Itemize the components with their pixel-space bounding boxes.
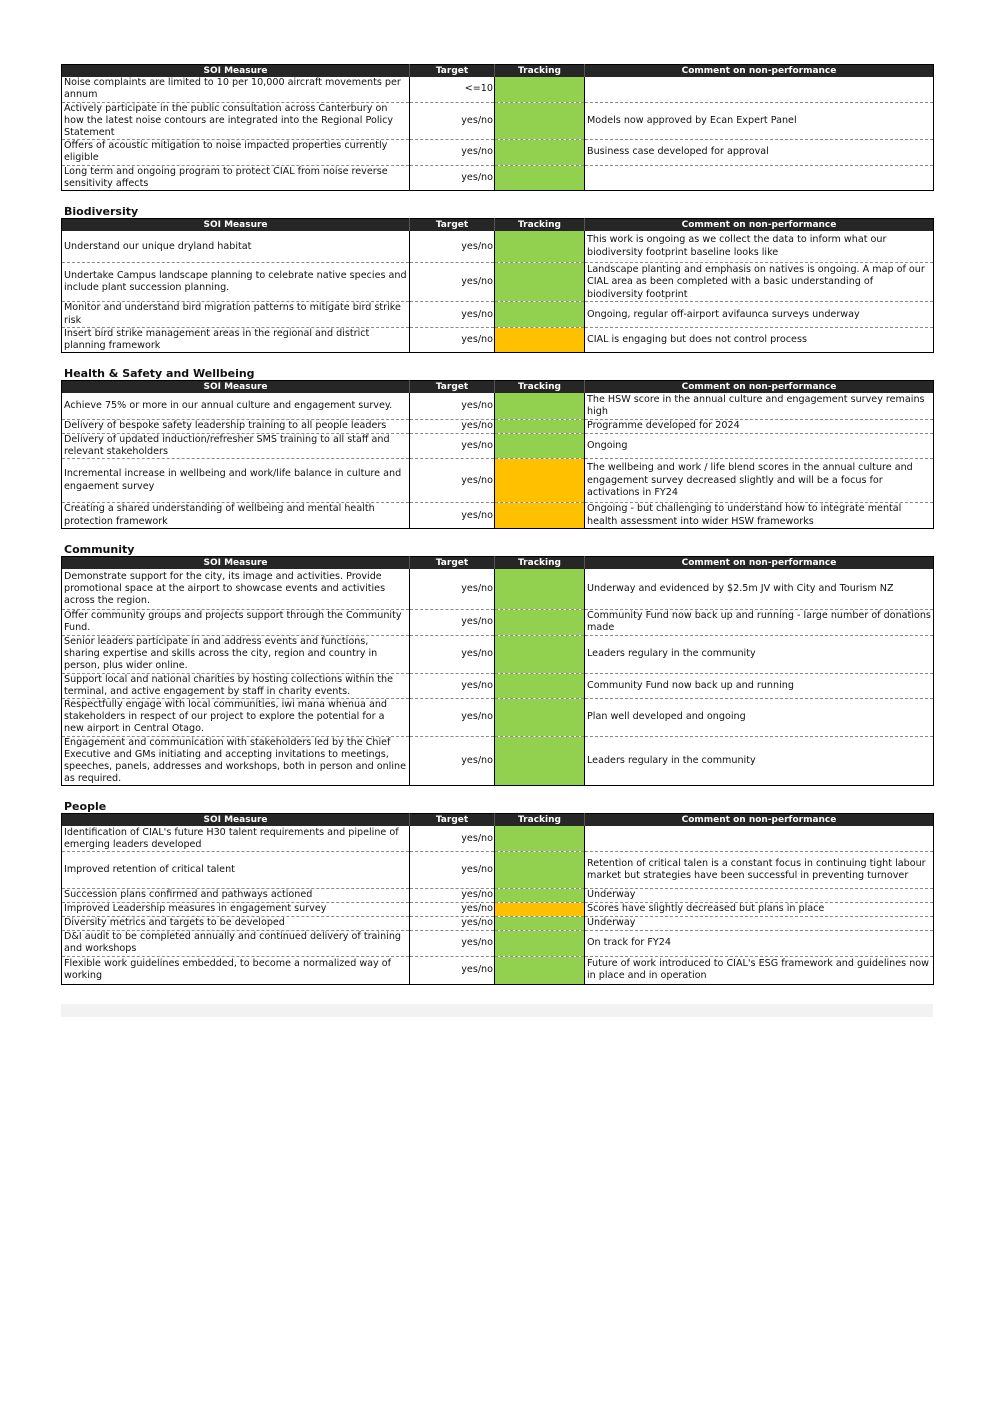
measure-cell: D&I audit to be completed annually and continued delivery of training and workshops	[62, 930, 410, 956]
comment-cell: Underway	[585, 888, 934, 902]
comment-cell: Underway and evidenced by $2.5m JV with City and Tourism NZ	[585, 569, 934, 609]
comment-cell: Community Fund now back up and running - large number of donations made	[585, 609, 934, 635]
header-comment: Comment on non-performance	[585, 557, 934, 570]
header-tracking: Tracking	[495, 218, 585, 231]
target-cell: yes/no	[410, 826, 495, 851]
tracking-status-green	[495, 930, 585, 956]
tracking-status-green	[495, 569, 585, 609]
table-row	[62, 888, 934, 902]
header-tracking: Tracking	[495, 381, 585, 394]
measure-cell: Insert bird strike management areas in the regional and district planning framework	[62, 327, 410, 352]
tracking-status-green	[495, 673, 585, 698]
tracking-status-green	[495, 77, 585, 102]
target-cell: yes/no	[410, 902, 495, 916]
report-page	[61, 64, 933, 985]
target-cell: yes/no	[410, 419, 495, 433]
soi-table-people	[61, 813, 934, 985]
header-soi-measure: SOI Measure	[62, 381, 410, 394]
comment-cell: Ongoing, regular off-airport avifaunca surveys underway	[585, 302, 934, 327]
measure-cell: Identification of CIAL's future H30 talent requirements and pipeline of emerging leaders developed	[62, 826, 410, 851]
target-cell: yes/no	[410, 956, 495, 984]
measure-cell: Incremental increase in wellbeing and work/life balance in culture and engaement survey	[62, 459, 410, 503]
target-cell: yes/no	[410, 609, 495, 635]
target-cell: <=10	[410, 77, 495, 102]
tracking-status-green	[495, 736, 585, 786]
tracking-status-green	[495, 393, 585, 419]
tracking-status-amber	[495, 327, 585, 352]
comment-cell: This work is ongoing as we collect the data to inform what our biodiversity footprint baseline looks like	[585, 231, 934, 263]
table-row	[62, 459, 934, 503]
comment-cell: Business case developed for approval	[585, 140, 934, 165]
tracking-status-green	[495, 231, 585, 263]
soi-table-health-safety	[61, 380, 934, 529]
tracking-status-green	[495, 302, 585, 327]
tracking-status-green	[495, 419, 585, 433]
table-row	[62, 327, 934, 352]
header-target: Target	[410, 218, 495, 231]
measure-cell: Demonstrate support for the city, its image and activities. Provide promotional space at the airport to showcase events and activities across the region.	[62, 569, 410, 609]
footer-bar	[61, 1004, 933, 1017]
header-target: Target	[410, 814, 495, 827]
tracking-status-amber	[495, 459, 585, 503]
target-cell: yes/no	[410, 302, 495, 327]
tracking-status-green	[495, 140, 585, 165]
comment-cell: Models now approved by Ecan Expert Panel	[585, 102, 934, 140]
tracking-status-green	[495, 851, 585, 888]
comment-cell: On track for FY24	[585, 930, 934, 956]
comment-cell: Ongoing	[585, 433, 934, 458]
comment-cell: Community Fund now back up and running	[585, 673, 934, 698]
table-header-row	[62, 218, 934, 231]
target-cell: yes/no	[410, 231, 495, 263]
measure-cell: Offer community groups and projects support through the Community Fund.	[62, 609, 410, 635]
measure-cell: Delivery of bespoke safety leadership training to all people leaders	[62, 419, 410, 433]
target-cell: yes/no	[410, 140, 495, 165]
tracking-status-green	[495, 102, 585, 140]
section-biodiversity	[61, 204, 933, 353]
target-cell: yes/no	[410, 699, 495, 737]
target-cell: yes/no	[410, 736, 495, 786]
table-row	[62, 77, 934, 102]
tracking-status-green	[495, 699, 585, 737]
table-row	[62, 231, 934, 263]
section-community	[61, 542, 933, 786]
header-tracking: Tracking	[495, 814, 585, 827]
measure-cell: Flexible work guidelines embedded, to become a normalized way of working	[62, 956, 410, 984]
comment-cell: Ongoing - but challenging to understand how to integrate mental health assessment into wider HSW frameworks	[587, 503, 902, 527]
target-cell: yes/no	[410, 635, 495, 673]
measure-cell: Undertake Campus landscape planning to celebrate native species and include plant succession planning.	[62, 263, 410, 302]
tracking-status-green	[495, 609, 585, 635]
table-header-row	[62, 814, 934, 827]
soi-table-noise	[61, 64, 934, 191]
table-row	[62, 699, 934, 737]
comment-cell: Landscape planting and emphasis on natives is ongoing. A map of our CIAL area as been completed with a basic understanding of biodiversity footprint	[585, 263, 934, 302]
header-comment: Comment on non-performance	[585, 814, 934, 827]
section-title: People	[64, 800, 107, 814]
comment-cell	[585, 165, 934, 190]
table-row	[62, 826, 934, 851]
comment-cell: Leaders regulary in the community	[587, 754, 756, 766]
tracking-status-green	[495, 916, 585, 930]
measure-cell: Achieve 75% or more in our annual culture and engagement survey.	[62, 393, 410, 419]
table-row	[62, 609, 934, 635]
target-cell: yes/no	[410, 165, 495, 190]
header-target: Target	[410, 65, 495, 78]
header-soi-measure: SOI Measure	[62, 65, 410, 78]
target-cell: yes/no	[410, 102, 495, 140]
comment-cell: The wellbeing and work / life blend scores in the annual culture and engagement survey decreased slightly and will be a focus for activations in FY24	[585, 459, 934, 503]
soi-table-biodiversity	[61, 218, 934, 353]
tracking-status-green	[495, 433, 585, 458]
table-row	[62, 635, 934, 673]
table-row	[62, 419, 934, 433]
header-tracking: Tracking	[495, 557, 585, 570]
target-cell: yes/no	[410, 569, 495, 609]
comment-cell: Retention of critical talen is a constant focus in continuing tight labour market but strategies have been successful in preventing turnover	[585, 851, 934, 888]
comment-cell	[585, 826, 934, 851]
soi-table-community	[61, 556, 934, 786]
comment-cell: The HSW score in the annual culture and engagement survey remains high	[585, 393, 934, 419]
header-comment: Comment on non-performance	[585, 381, 934, 394]
table-row	[62, 930, 934, 956]
table-row	[62, 503, 934, 529]
table-row	[62, 393, 934, 419]
target-cell: yes/no	[410, 433, 495, 458]
measure-cell: Understand our unique dryland habitat	[62, 231, 410, 263]
section-title: Biodiversity	[64, 204, 139, 218]
table-header-row	[62, 557, 934, 570]
header-target: Target	[410, 381, 495, 394]
header-comment: Comment on non-performance	[585, 65, 934, 78]
table-header-row	[62, 381, 934, 394]
table-row	[62, 263, 934, 302]
target-cell: yes/no	[410, 327, 495, 352]
measure-cell: Offers of acoustic mitigation to noise impacted properties currently eligible	[62, 140, 410, 165]
header-tracking: Tracking	[495, 65, 585, 78]
comment-cell: Plan well developed and ongoing	[585, 699, 934, 737]
table-row	[62, 302, 934, 327]
table-row	[62, 569, 934, 609]
target-cell: yes/no	[410, 459, 495, 503]
target-cell: yes/no	[410, 888, 495, 902]
target-cell: yes/no	[410, 916, 495, 930]
measure-cell: Long term and ongoing program to protect CIAL from noise reverse sensitivity affects	[62, 165, 410, 190]
section-health-safety	[61, 366, 933, 529]
table-row	[62, 851, 934, 888]
tracking-status-green	[495, 888, 585, 902]
measure-cell: Delivery of updated induction/refresher SMS training to all staff and relevant stakeholders	[62, 433, 410, 458]
table-row	[62, 102, 934, 140]
comment-cell: Future of work introduced to CIAL's ESG framework and guidelines now in place and in operation	[587, 958, 929, 982]
target-cell: yes/no	[410, 503, 495, 529]
header-soi-measure: SOI Measure	[62, 814, 410, 827]
section-people	[61, 799, 933, 985]
measure-cell: Succession plans confirmed and pathways actioned	[62, 888, 410, 902]
table-row	[62, 956, 934, 984]
measure-cell: Monitor and understand bird migration patterns to mitigate bird strike risk	[62, 302, 410, 327]
measure-cell: Improved Leadership measures in engagement survey	[62, 902, 410, 916]
tracking-status-green	[495, 165, 585, 190]
tracking-status-amber	[495, 902, 585, 916]
comment-cell	[585, 77, 934, 102]
comment-cell: Scores have slightly decreased but plans in place	[585, 902, 934, 916]
comment-cell: CIAL is engaging but does not control process	[587, 333, 807, 345]
table-header-row	[62, 65, 934, 78]
measure-cell: Diversity metrics and targets to be developed	[62, 916, 410, 930]
header-comment: Comment on non-performance	[585, 218, 934, 231]
tracking-status-amber	[495, 503, 585, 529]
table-row	[62, 902, 934, 916]
table-row	[62, 673, 934, 698]
target-cell: yes/no	[410, 930, 495, 956]
header-target: Target	[410, 557, 495, 570]
comment-cell: Underway	[585, 916, 934, 930]
measure-cell: Creating a shared understanding of wellbeing and mental health protection framework	[62, 503, 410, 529]
measure-cell: Senior leaders participate in and address events and functions, sharing expertise and skills across the city, region and country in person, plus wider online.	[62, 635, 410, 673]
table-row	[62, 916, 934, 930]
tracking-status-green	[495, 956, 585, 984]
table-row	[62, 736, 934, 786]
comment-cell: Programme developed for 2024	[585, 419, 934, 433]
target-cell: yes/no	[410, 393, 495, 419]
measure-cell: Respectfully engage with local communities, iwi mana whenua and stakeholders in respect of our project to explore the potential for a new airport in Central Otago.	[62, 699, 410, 737]
tracking-status-green	[495, 263, 585, 302]
target-cell: yes/no	[410, 851, 495, 888]
measure-cell: Actively participate in the public consultation across Canterbury on how the latest noise contours are integrated into the Regional Policy Statement	[62, 102, 410, 140]
header-soi-measure: SOI Measure	[62, 557, 410, 570]
measure-cell: Noise complaints are limited to 10 per 10,000 aircraft movements per annum	[62, 77, 410, 102]
target-cell: yes/no	[410, 263, 495, 302]
table-row	[62, 433, 934, 458]
target-cell: yes/no	[410, 673, 495, 698]
header-soi-measure: SOI Measure	[62, 218, 410, 231]
section-title: Health & Safety and Wellbeing	[64, 367, 255, 381]
section-title: Community	[64, 543, 135, 557]
tracking-status-green	[495, 635, 585, 673]
tracking-status-green	[495, 826, 585, 851]
measure-cell: Improved retention of critical talent	[62, 851, 410, 888]
section-noise	[61, 64, 933, 191]
table-row	[62, 140, 934, 165]
comment-cell: Leaders regulary in the community	[585, 635, 934, 673]
measure-cell: Support local and national charities by hosting collections within the terminal, and active engagement by staff in charity events.	[62, 673, 410, 698]
measure-cell: Engagement and communication with stakeholders led by the Chief Executive and GMs initiating and accepting invitations to meetings, speeches, panels, addresses and workshops, both in person and online as required.	[62, 736, 410, 786]
table-row	[62, 165, 934, 190]
